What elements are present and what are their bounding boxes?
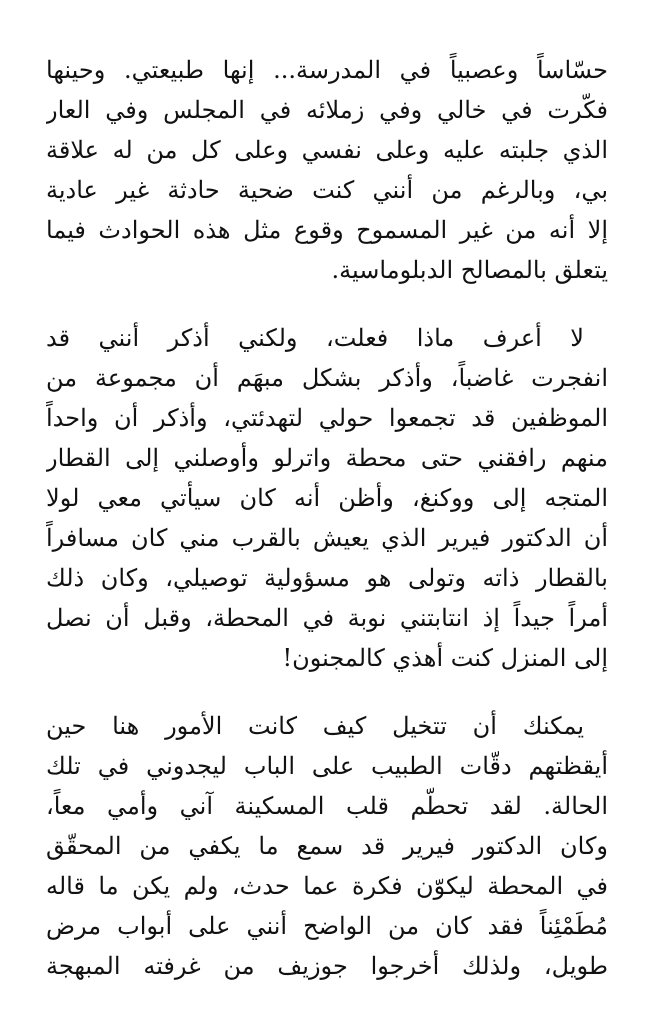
text-line: يمكنك أن تتخيل كيف كانت الأمور هنا حين	[46, 712, 584, 740]
text-line: حسّاساً وعصبياً في المدرسة... إنها طبيعتي. وحينها	[46, 56, 608, 84]
paragraph-2	[46, 318, 608, 678]
text-line: وكان الدكتور فيرير قد سمع ما يكفي من المحقّق	[46, 832, 608, 860]
text-line: في المحطة ليكوّن فكرة عما حدث، ولم يكن ما قاله	[46, 872, 608, 900]
text-line: انفجرت غاضباً، وأذكر بشكل مبهَم أن مجموعة من	[46, 364, 608, 392]
text-line: مُطَمْئِناً فقد كان من الواضح أنني على أبواب مرض	[46, 912, 608, 940]
paragraph-1	[46, 50, 608, 290]
text-line: طويل، ولذلك أخرجوا جوزيف من غرفته المبهجة	[46, 952, 608, 980]
text-line: الحالة. لقد تحطّم قلب المسكينة آني وأمي معاً،	[46, 792, 608, 820]
book-page	[46, 50, 608, 1014]
text-line: المتجه إلى ووكنغ، وأظن أنه كان سيأتي معي لولا	[46, 484, 608, 512]
text-line: منهم رافقني حتى محطة واترلو وأوصلني إلى القطار	[46, 444, 608, 472]
text-line: بي، وبالرغم من أنني كنت ضحية حادثة غير عادية	[46, 176, 608, 204]
text-line: أمراً جيداً إذ انتابتني نوبة في المحطة، وقبل أن نصل	[46, 604, 608, 632]
paragraph-3	[46, 706, 608, 986]
text-line: إلى المنزل كنت أهذي كالمجنون!	[282, 644, 608, 672]
text-line: أيقظتهم دقّات الطبيب على الباب ليجدوني في تلك	[46, 752, 608, 780]
text-line: فكّرت في خالي وفي زملائه في المجلس وفي العار	[46, 96, 608, 124]
text-line: لا أعرف ماذا فعلت، ولكني أذكر أنني قد	[46, 324, 584, 352]
text-line: الذي جلبته عليه وعلى نفسي وعلى كل من له علاقة	[46, 136, 608, 164]
text-line: يتعلق بالمصالح الدبلوماسية.	[331, 256, 608, 284]
text-line: إلا أنه من غير المسموح وقوع مثل هذه الحوادث فيما	[46, 216, 608, 244]
text-line: بالقطار ذاته وتولى هو مسؤولية توصيلي، وكان ذلك	[46, 564, 608, 592]
text-line: الموظفين قد تجمعوا حولي لتهدئتي، وأذكر أن واحداً	[46, 404, 608, 432]
text-line: أن الدكتور فيرير الذي يعيش بالقرب مني كان مسافراً	[46, 524, 608, 552]
